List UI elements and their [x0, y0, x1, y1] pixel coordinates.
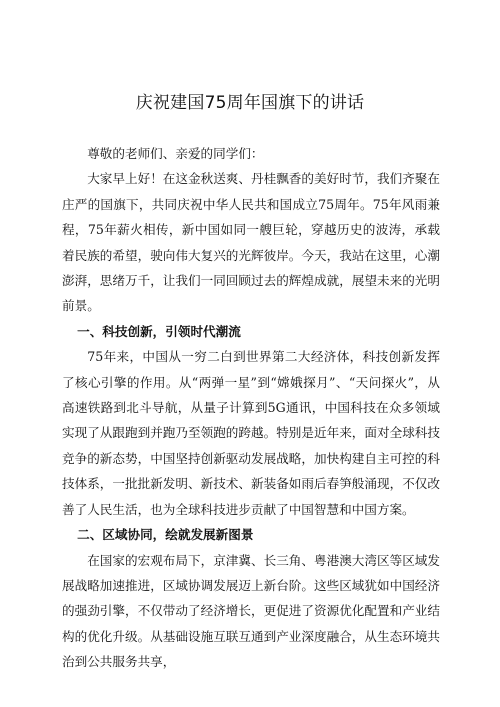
document-body	[62, 141, 440, 675]
section-heading-1: 一、科技创新，引领时代潮流	[77, 323, 241, 339]
intro-paragraph: 大家早上好！在这金秋送爽、丹桂飘香的美好时节，我们齐聚在庄严的国旗下，共同庆祝中华人民共和国成立75周年。75年风雨兼程，75年薪火相传，新中国如同一艘巨轮，穿越历史的波涛，承载着民族的希望，驶向伟大复兴的光辉彼岸。今天，我站在这里，心潮澎湃，思绪万千，让我们一同回顾过去的辉煌成就，展望未来的光明前景。	[62, 171, 440, 314]
document-title: 庆祝建国75周年国旗下的讲话	[135, 93, 365, 113]
section-paragraph-2: 在国家的宏观布局下，京津冀、长三角、粤港澳大湾区等区域发展战略加速推进，区域协调发展迈上新台阶。这些区域犹如中国经济的强劲引擎，不仅带动了经济增长，更促进了资源优化配置和产业结构的优化升级。从基础设施互联互通到产业深度融合，从生态环境共治到公共服务共享，	[62, 552, 440, 670]
section-heading-2: 二、区域协同，绘就发展新图景	[77, 527, 254, 543]
section-paragraph-1: 75年来，中国从一穷二白到世界第二大经济体，科技创新发挥了核心引擎的作用。从“两弹一星”到“嫦娥探月”、“天问探火”，从高速铁路到北斗导航，从量子计算到5G通讯，中国科技在众多领域实现了从跟跑到并跑乃至领跑的跨越。特别是近年来，面对全球科技竞争的新态势，中国坚持创新驱动发展战略，加快构建自主可控的科技体系，一批批新发明、新技术、新装备如雨后春笋般涌现，不仅改善了人民生活，也为全球科技进步贡献了中国智慧和中国方案。	[62, 349, 440, 517]
salutation: 尊敬的老师们、亲爱的同学们：	[87, 146, 264, 161]
